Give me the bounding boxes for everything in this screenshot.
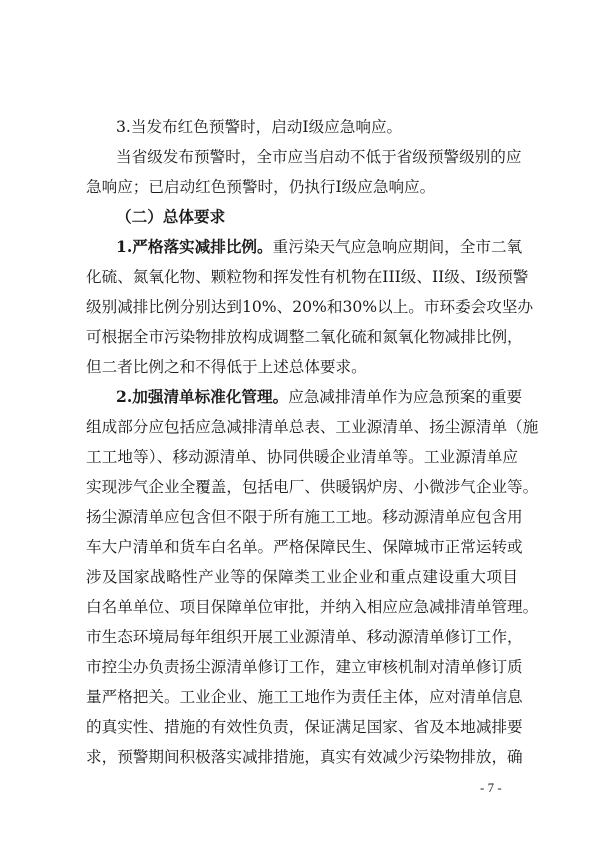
paragraph-reduction-line-2: 化硫、氮氧化物、颗粒物和挥发性有机物在III级、II级、I级预警: [86, 268, 529, 286]
paragraph-red-warning: 3.当发布红色预警时，启动I级应急响应。: [116, 118, 403, 136]
paragraph-inventory-line-3: 工工地等）、移动源清单、协同供暖企业清单等。工业源清单应: [86, 448, 518, 466]
paragraph-inventory-first-text: 应急减排清单作为应急预案的重要: [288, 388, 523, 406]
paragraph-reduction-line-3: 级别减排比例分别达到10%、20%和30%以上。市环委会攻坚办: [86, 298, 534, 316]
paragraph-inventory-line-13: 求，预警期间积极落实减排措施，真实有效减少污染物排放，确: [86, 748, 523, 766]
paragraph-reduction-line-5: 但二者比例之和不得低于上述总体要求。: [86, 358, 367, 376]
page-number: - 7 -: [480, 780, 502, 795]
paragraph-provincial-line-1: 当省级发布预警时，全市应当启动不低于省级预警级别的应: [116, 148, 522, 166]
paragraph-reduction-first-text: 重污染天气应急响应期间，全市二氧: [272, 238, 523, 256]
paragraph-inventory-line-6: 车大户清单和货车白名单。严格保障民生、保障城市正常运转或: [86, 538, 523, 556]
paragraph-inventory-line-5: 扬尘源清单应包含但不限于所有施工工地。移动源清单应包含用: [86, 508, 523, 526]
paragraph-inventory-lead: 2.加强清单标准化管理。: [116, 387, 289, 406]
paragraph-inventory-line-12: 的真实性、措施的有效性负责，保证满足国家、省及本地减排要: [86, 718, 523, 736]
paragraph-inventory-line-11: 量严格把关。工业企业、施工工地作为责任主体，应对清单信息: [86, 688, 523, 706]
paragraph-provincial-line-2: 急响应；已启动红色预警时，仍执行I级应急响应。: [86, 178, 436, 196]
paragraph-reduction-line-4: 可根据全市污染物排放构成调整二氧化硫和氮氧化物减排比例，: [86, 328, 523, 346]
section-heading: （二）总体要求: [116, 207, 226, 226]
paragraph-inventory-line-1: [116, 387, 523, 407]
paragraph-reduction-lead: 1.严格落实减排比例。: [116, 237, 273, 256]
paragraph-inventory-line-9: 市生态环境局每年组织开展工业源清单、移动源清单修订工作，: [86, 628, 523, 646]
paragraph-inventory-line-10: 市控尘办负责扬尘源清单修订工作，建立审核机制对清单修订质: [86, 658, 523, 676]
paragraph-reduction-line-1: [116, 237, 523, 257]
paragraph-inventory-line-8: 白名单单位、项目保障单位审批，并纳入相应应急减排清单管理。: [86, 598, 539, 616]
paragraph-inventory-line-4: 实现涉气企业全覆盖，包括电厂、供暖锅炉房、小微涉气企业等。: [86, 478, 539, 496]
paragraph-inventory-line-2: 组成部分应包括应急减排清单总表、工业源清单、扬尘源清单（施: [86, 418, 539, 436]
paragraph-inventory-line-7: 涉及国家战略性产业等的保障类工业企业和重点建设重大项目: [86, 568, 518, 586]
